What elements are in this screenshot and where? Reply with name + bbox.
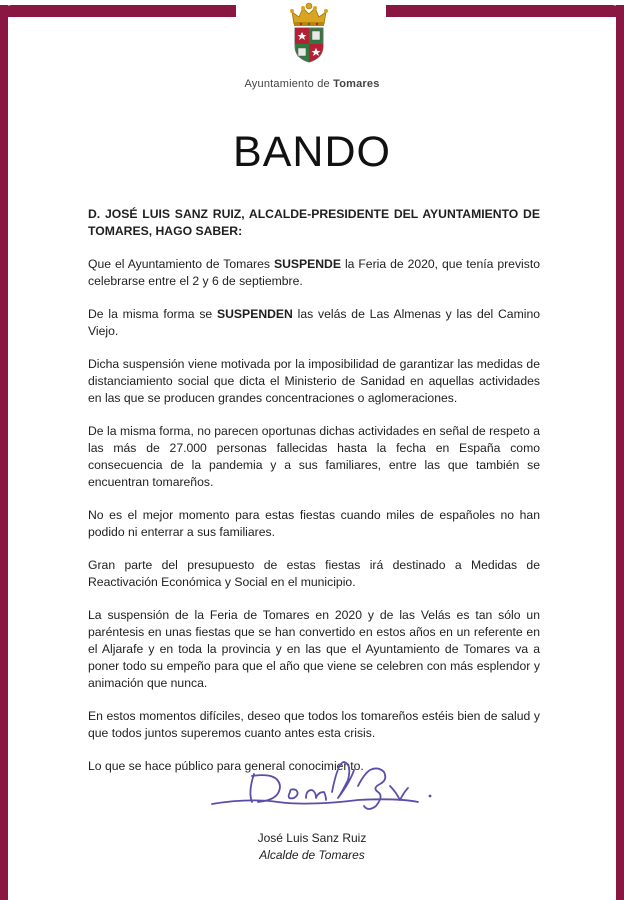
paragraph-3: Dicha suspensión viene motivada por la imposibilidad de garantizar las medidas de distanciamiento social que dicta el Ministerio de Sanidad en aquellas actividades en las que se producen grandes concentraciones o aglomeraciones. xyxy=(88,357,540,405)
paragraph-8: En estos momentos difíciles, deseo que todos los tomareños estéis bien de salud y que todos juntos superemos cuanto antes esta crisis. xyxy=(88,709,540,740)
paragraph-4: De la misma forma, no parecen oportunas dichas actividades en señal de respeto a las más de 27.000 personas fallecidas hasta la fecha en España como consecuencia de la pandemia y a sus familiares, entre las que también se encuentran tomareños. xyxy=(88,424,540,489)
crown-icon xyxy=(290,3,328,26)
signature-icon xyxy=(208,752,440,818)
signer-block xyxy=(0,830,624,864)
paragraph-7: La suspensión de la Feria de Tomares en 2020 y de las Velás es tan sólo un paréntesis en unas fiestas que se han convertido en estos años en un referente en el Aljarafe y en toda la provincia y en las que el Ayuntamiento de Tomares va a poner todo su empeño para que el año que viene se celebren con más esplendor y animación que nunca. xyxy=(88,608,540,690)
town-name-bold: Tomares xyxy=(333,78,380,90)
paragraph-9: Lo que se hace público para general conocimiento. xyxy=(88,759,364,773)
paragraph-1-after: la Feria de 2020, que tenía previsto celebrarse entre el 2 y 6 de septiembre. xyxy=(88,257,541,288)
document-heading: D. JOSÉ LUIS SANZ RUIZ, ALCALDE-PRESIDENTE DEL AYUNTAMIENTO DE TOMARES, HAGO SABER: xyxy=(88,207,540,238)
frame-top-right xyxy=(386,5,624,17)
frame-top-left xyxy=(0,5,236,17)
paragraph-1-before: Que el Ayuntamiento de Tomares xyxy=(88,257,274,271)
paragraph-1-bold: SUSPENDE xyxy=(273,257,341,271)
coat-of-arms-icon xyxy=(283,0,335,64)
paragraph-5: No es el mejor momento para estas fiestas cuando miles de españoles no han podido ni enterrar a sus familiares. xyxy=(88,508,540,539)
paragraph-1 xyxy=(88,256,540,290)
document-title: BANDO xyxy=(233,128,391,176)
paragraph-2-after: las velás de Las Almenas y las del Camino Viejo. xyxy=(88,307,541,338)
paragraph-2-bold: SUSPENDEN xyxy=(217,307,293,321)
paragraph-2 xyxy=(88,306,540,340)
signer-role: Alcalde de Tomares xyxy=(259,848,365,862)
document-body xyxy=(88,206,540,791)
town-prefix: Ayuntamiento de xyxy=(244,78,330,90)
paragraph-2-before: De la misma forma se xyxy=(88,307,217,321)
signer-name: José Luis Sanz Ruiz xyxy=(257,831,367,845)
paragraph-6: Gran parte del presupuesto de estas fiestas irá destinado a Medidas de Reactivación Económica y Social en el municipio. xyxy=(88,558,540,589)
town-name xyxy=(0,78,624,90)
